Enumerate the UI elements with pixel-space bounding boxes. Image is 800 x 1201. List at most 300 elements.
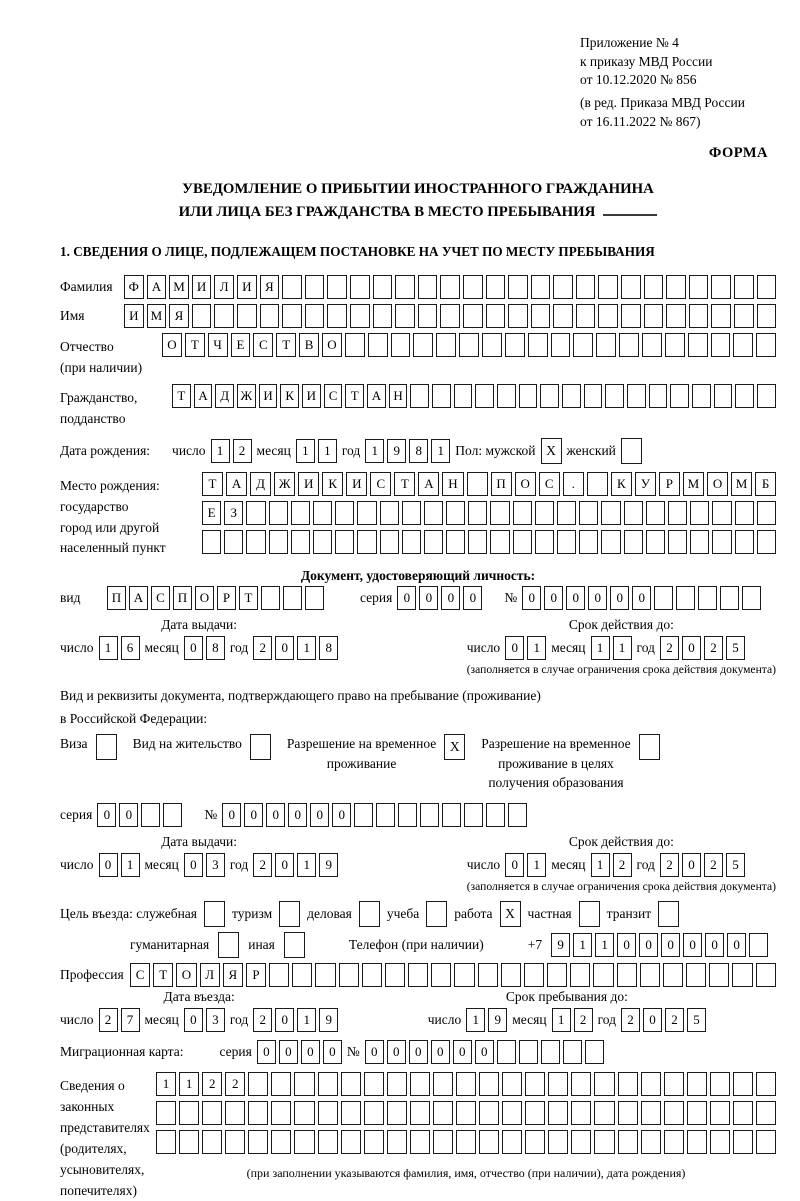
char-cell[interactable]	[598, 275, 618, 299]
char-cell[interactable]	[454, 384, 473, 408]
char-cell[interactable]	[541, 1040, 560, 1064]
char-cell[interactable]: 0	[727, 933, 746, 957]
char-cell[interactable]: 8	[206, 636, 225, 660]
char-cell[interactable]	[734, 275, 754, 299]
char-cell[interactable]: 2	[621, 1008, 640, 1032]
residence-issue-year-cells[interactable]	[253, 853, 338, 877]
char-cell[interactable]: 1	[121, 853, 140, 877]
char-cell[interactable]: У	[635, 472, 656, 496]
char-cell[interactable]: 1	[431, 439, 450, 463]
char-cell[interactable]	[463, 275, 483, 299]
residence-series-cells[interactable]	[97, 803, 182, 827]
char-cell[interactable]: 0	[184, 636, 203, 660]
char-cell[interactable]	[733, 1072, 753, 1096]
char-cell[interactable]: А	[194, 384, 213, 408]
char-cell[interactable]: И	[302, 384, 321, 408]
char-cell[interactable]	[248, 1101, 268, 1125]
char-cell[interactable]	[467, 472, 488, 496]
char-cell[interactable]: 2	[660, 853, 679, 877]
char-cell[interactable]	[525, 1072, 545, 1096]
char-cell[interactable]: 0	[566, 586, 585, 610]
char-cell[interactable]: Д	[250, 472, 271, 496]
char-cell[interactable]: 0	[279, 1040, 298, 1064]
char-cell[interactable]: 2	[225, 1072, 245, 1096]
char-cell[interactable]	[571, 1101, 591, 1125]
char-cell[interactable]	[385, 963, 405, 987]
char-cell[interactable]	[618, 1130, 638, 1154]
sex-female-checkbox[interactable]	[621, 438, 642, 464]
char-cell[interactable]	[598, 304, 618, 328]
char-cell[interactable]	[163, 803, 182, 827]
char-cell[interactable]: М	[147, 304, 167, 328]
char-cell[interactable]: 0	[505, 636, 524, 660]
visa-checkbox[interactable]	[96, 734, 117, 760]
char-cell[interactable]	[757, 530, 776, 554]
char-cell[interactable]: 0	[639, 933, 658, 957]
char-cell[interactable]	[463, 304, 483, 328]
char-cell[interactable]	[479, 1130, 499, 1154]
char-cell[interactable]	[548, 1130, 568, 1154]
char-cell[interactable]: 1	[318, 439, 337, 463]
name-cells[interactable]	[124, 304, 776, 328]
char-cell[interactable]	[237, 304, 257, 328]
char-cell[interactable]	[687, 1101, 707, 1125]
char-cell[interactable]: 7	[121, 1008, 140, 1032]
char-cell[interactable]: 0	[682, 636, 701, 660]
char-cell[interactable]: 0	[184, 1008, 203, 1032]
char-cell[interactable]	[733, 1130, 753, 1154]
char-cell[interactable]	[711, 275, 731, 299]
char-cell[interactable]	[646, 501, 665, 525]
char-cell[interactable]: 0	[301, 1040, 320, 1064]
entry-year-cells[interactable]	[253, 1008, 338, 1032]
char-cell[interactable]	[402, 501, 421, 525]
char-cell[interactable]	[391, 333, 411, 357]
char-cell[interactable]	[464, 803, 483, 827]
char-cell[interactable]	[497, 1040, 516, 1064]
char-cell[interactable]	[179, 1130, 199, 1154]
char-cell[interactable]	[571, 1130, 591, 1154]
char-cell[interactable]	[734, 304, 754, 328]
char-cell[interactable]	[570, 963, 590, 987]
char-cell[interactable]: 2	[202, 1072, 222, 1096]
char-cell[interactable]: .	[563, 472, 584, 496]
char-cell[interactable]: Т	[172, 384, 191, 408]
char-cell[interactable]	[551, 333, 571, 357]
char-cell[interactable]	[335, 530, 354, 554]
char-cell[interactable]	[387, 1101, 407, 1125]
char-cell[interactable]: Р	[659, 472, 680, 496]
char-cell[interactable]	[436, 333, 456, 357]
char-cell[interactable]	[668, 501, 687, 525]
char-cell[interactable]	[676, 586, 695, 610]
char-cell[interactable]: А	[367, 384, 386, 408]
char-cell[interactable]	[376, 803, 395, 827]
char-cell[interactable]: 2	[574, 1008, 593, 1032]
char-cell[interactable]	[294, 1101, 314, 1125]
char-cell[interactable]: 9	[551, 933, 570, 957]
char-cell[interactable]	[454, 963, 474, 987]
char-cell[interactable]	[387, 1130, 407, 1154]
char-cell[interactable]	[756, 1130, 776, 1154]
char-cell[interactable]	[502, 1072, 522, 1096]
char-cell[interactable]	[486, 304, 506, 328]
char-cell[interactable]: В	[299, 333, 319, 357]
representatives-cells-3[interactable]	[156, 1130, 776, 1154]
char-cell[interactable]: Л	[214, 275, 234, 299]
char-cell[interactable]	[664, 1130, 684, 1154]
char-cell[interactable]	[593, 963, 613, 987]
char-cell[interactable]	[641, 1130, 661, 1154]
char-cell[interactable]: 2	[253, 1008, 272, 1032]
purpose-humanitarian-checkbox[interactable]	[218, 932, 239, 958]
char-cell[interactable]: С	[539, 472, 560, 496]
char-cell[interactable]	[617, 963, 637, 987]
char-cell[interactable]: К	[322, 472, 343, 496]
char-cell[interactable]	[553, 304, 573, 328]
char-cell[interactable]	[579, 530, 598, 554]
char-cell[interactable]	[440, 275, 460, 299]
representatives-cells-2[interactable]	[156, 1101, 776, 1125]
char-cell[interactable]: Я	[260, 275, 280, 299]
char-cell[interactable]	[642, 333, 662, 357]
char-cell[interactable]	[341, 1130, 361, 1154]
char-cell[interactable]: Е	[202, 501, 221, 525]
stay-day-cells[interactable]	[466, 1008, 507, 1032]
profession-cells[interactable]	[130, 963, 776, 987]
birthplace-cells-3[interactable]	[202, 530, 776, 554]
char-cell[interactable]: 1	[591, 853, 610, 877]
char-cell[interactable]: Т	[276, 333, 296, 357]
char-cell[interactable]	[601, 501, 620, 525]
char-cell[interactable]	[478, 963, 498, 987]
char-cell[interactable]	[735, 530, 754, 554]
char-cell[interactable]: 1	[156, 1072, 176, 1096]
char-cell[interactable]: О	[515, 472, 536, 496]
char-cell[interactable]	[225, 1130, 245, 1154]
sex-male-checkbox[interactable]: X	[541, 438, 562, 464]
char-cell[interactable]: М	[731, 472, 752, 496]
citizenship-cells[interactable]	[172, 384, 776, 408]
char-cell[interactable]	[486, 275, 506, 299]
char-cell[interactable]	[413, 333, 433, 357]
char-cell[interactable]	[733, 333, 753, 357]
char-cell[interactable]	[456, 1101, 476, 1125]
char-cell[interactable]	[424, 501, 443, 525]
char-cell[interactable]: А	[226, 472, 247, 496]
char-cell[interactable]	[621, 275, 641, 299]
char-cell[interactable]: 3	[206, 853, 225, 877]
char-cell[interactable]	[246, 530, 265, 554]
char-cell[interactable]: Я	[223, 963, 243, 987]
char-cell[interactable]	[261, 586, 280, 610]
char-cell[interactable]: 0	[705, 933, 724, 957]
char-cell[interactable]	[687, 1072, 707, 1096]
char-cell[interactable]: 0	[617, 933, 636, 957]
char-cell[interactable]: Т	[239, 586, 258, 610]
char-cell[interactable]: 5	[726, 853, 745, 877]
char-cell[interactable]	[733, 1101, 753, 1125]
char-cell[interactable]: 2	[99, 1008, 118, 1032]
char-cell[interactable]	[573, 333, 593, 357]
char-cell[interactable]	[757, 384, 776, 408]
char-cell[interactable]: 0	[323, 1040, 342, 1064]
char-cell[interactable]	[313, 501, 332, 525]
patronymic-cells[interactable]	[162, 333, 776, 357]
char-cell[interactable]	[260, 304, 280, 328]
char-cell[interactable]	[395, 304, 415, 328]
char-cell[interactable]	[271, 1101, 291, 1125]
doc-number-cells[interactable]	[522, 586, 761, 610]
char-cell[interactable]	[624, 501, 643, 525]
char-cell[interactable]: И	[346, 472, 367, 496]
char-cell[interactable]	[380, 530, 399, 554]
char-cell[interactable]	[446, 501, 465, 525]
char-cell[interactable]: 8	[319, 636, 338, 660]
char-cell[interactable]	[442, 803, 461, 827]
char-cell[interactable]	[654, 586, 673, 610]
char-cell[interactable]: 1	[297, 853, 316, 877]
char-cell[interactable]	[269, 530, 288, 554]
char-cell[interactable]	[756, 333, 776, 357]
char-cell[interactable]	[202, 1101, 222, 1125]
char-cell[interactable]	[605, 384, 624, 408]
char-cell[interactable]	[508, 304, 528, 328]
char-cell[interactable]	[646, 530, 665, 554]
doc-valid-year-cells[interactable]	[660, 636, 745, 660]
char-cell[interactable]: Ч	[208, 333, 228, 357]
char-cell[interactable]: 0	[397, 586, 416, 610]
char-cell[interactable]	[432, 384, 451, 408]
char-cell[interactable]	[468, 530, 487, 554]
char-cell[interactable]: 2	[613, 853, 632, 877]
char-cell[interactable]: 2	[233, 439, 252, 463]
char-cell[interactable]	[664, 1072, 684, 1096]
char-cell[interactable]	[318, 1130, 338, 1154]
doc-issue-day-cells[interactable]	[99, 636, 140, 660]
char-cell[interactable]: 1	[595, 933, 614, 957]
doc-series-cells[interactable]	[397, 586, 482, 610]
char-cell[interactable]: 0	[387, 1040, 406, 1064]
char-cell[interactable]	[644, 275, 664, 299]
char-cell[interactable]	[576, 275, 596, 299]
char-cell[interactable]: 1	[179, 1072, 199, 1096]
char-cell[interactable]: 0	[643, 1008, 662, 1032]
char-cell[interactable]: 2	[253, 853, 272, 877]
char-cell[interactable]	[402, 530, 421, 554]
char-cell[interactable]	[756, 963, 776, 987]
char-cell[interactable]	[553, 275, 573, 299]
char-cell[interactable]: 0	[409, 1040, 428, 1064]
char-cell[interactable]: О	[707, 472, 728, 496]
char-cell[interactable]	[710, 1130, 730, 1154]
char-cell[interactable]	[433, 1101, 453, 1125]
char-cell[interactable]	[410, 1101, 430, 1125]
char-cell[interactable]: С	[151, 586, 170, 610]
char-cell[interactable]	[627, 384, 646, 408]
char-cell[interactable]	[341, 1101, 361, 1125]
char-cell[interactable]: С	[130, 963, 150, 987]
char-cell[interactable]	[373, 275, 393, 299]
char-cell[interactable]	[294, 1072, 314, 1096]
char-cell[interactable]	[420, 803, 439, 827]
char-cell[interactable]: 9	[387, 439, 406, 463]
char-cell[interactable]	[156, 1101, 176, 1125]
char-cell[interactable]	[664, 1101, 684, 1125]
char-cell[interactable]: 0	[463, 586, 482, 610]
phone-cells[interactable]	[551, 933, 768, 957]
char-cell[interactable]: 9	[319, 853, 338, 877]
char-cell[interactable]	[418, 304, 438, 328]
char-cell[interactable]	[313, 530, 332, 554]
char-cell[interactable]	[294, 1130, 314, 1154]
char-cell[interactable]	[364, 1101, 384, 1125]
char-cell[interactable]: 1	[552, 1008, 571, 1032]
char-cell[interactable]	[668, 530, 687, 554]
char-cell[interactable]: С	[324, 384, 343, 408]
char-cell[interactable]: А	[129, 586, 148, 610]
char-cell[interactable]	[621, 304, 641, 328]
char-cell[interactable]	[269, 963, 289, 987]
doc-issue-year-cells[interactable]	[253, 636, 338, 660]
char-cell[interactable]: 0	[431, 1040, 450, 1064]
residence-permit-checkbox[interactable]	[250, 734, 271, 760]
char-cell[interactable]	[282, 304, 302, 328]
char-cell[interactable]	[756, 1072, 776, 1096]
char-cell[interactable]: О	[162, 333, 182, 357]
char-cell[interactable]	[505, 333, 525, 357]
char-cell[interactable]	[519, 384, 538, 408]
char-cell[interactable]	[690, 501, 709, 525]
char-cell[interactable]: К	[611, 472, 632, 496]
char-cell[interactable]	[712, 501, 731, 525]
char-cell[interactable]	[248, 1072, 268, 1096]
entry-month-cells[interactable]	[184, 1008, 225, 1032]
char-cell[interactable]: 2	[665, 1008, 684, 1032]
char-cell[interactable]: Н	[389, 384, 408, 408]
char-cell[interactable]: К	[280, 384, 299, 408]
char-cell[interactable]: 1	[613, 636, 632, 660]
char-cell[interactable]: И	[124, 304, 144, 328]
char-cell[interactable]	[749, 933, 768, 957]
char-cell[interactable]	[318, 1101, 338, 1125]
char-cell[interactable]: 2	[253, 636, 272, 660]
char-cell[interactable]	[291, 530, 310, 554]
char-cell[interactable]: Т	[345, 384, 364, 408]
char-cell[interactable]: 1	[365, 439, 384, 463]
birthplace-cells-1[interactable]	[202, 472, 776, 496]
char-cell[interactable]: 1	[99, 636, 118, 660]
char-cell[interactable]	[618, 1101, 638, 1125]
char-cell[interactable]	[531, 275, 551, 299]
char-cell[interactable]	[710, 1072, 730, 1096]
purpose-work-checkbox[interactable]: X	[500, 901, 521, 927]
char-cell[interactable]	[339, 963, 359, 987]
char-cell[interactable]	[585, 1040, 604, 1064]
char-cell[interactable]: Т	[202, 472, 223, 496]
char-cell[interactable]	[528, 333, 548, 357]
char-cell[interactable]	[596, 333, 616, 357]
char-cell[interactable]: О	[176, 963, 196, 987]
char-cell[interactable]: Р	[246, 963, 266, 987]
char-cell[interactable]	[486, 803, 505, 827]
char-cell[interactable]	[571, 1072, 591, 1096]
char-cell[interactable]	[424, 530, 443, 554]
char-cell[interactable]	[248, 1130, 268, 1154]
char-cell[interactable]	[408, 963, 428, 987]
purpose-official-checkbox[interactable]	[204, 901, 225, 927]
char-cell[interactable]	[624, 530, 643, 554]
char-cell[interactable]: 0	[419, 586, 438, 610]
residence-number-cells[interactable]	[222, 803, 527, 827]
char-cell[interactable]	[141, 803, 160, 827]
temp-residence-education-checkbox[interactable]	[639, 734, 660, 760]
birthdate-year-cells[interactable]	[365, 439, 450, 463]
char-cell[interactable]: 0	[683, 933, 702, 957]
char-cell[interactable]: 1	[296, 439, 315, 463]
char-cell[interactable]	[641, 1072, 661, 1096]
char-cell[interactable]: 1	[297, 636, 316, 660]
char-cell[interactable]	[315, 963, 335, 987]
char-cell[interactable]	[757, 275, 777, 299]
char-cell[interactable]	[341, 1072, 361, 1096]
char-cell[interactable]	[446, 530, 465, 554]
char-cell[interactable]: 0	[588, 586, 607, 610]
char-cell[interactable]: Л	[200, 963, 220, 987]
char-cell[interactable]	[357, 530, 376, 554]
char-cell[interactable]	[224, 530, 243, 554]
char-cell[interactable]: 0	[365, 1040, 384, 1064]
char-cell[interactable]	[283, 586, 302, 610]
char-cell[interactable]	[380, 501, 399, 525]
char-cell[interactable]	[214, 304, 234, 328]
char-cell[interactable]: И	[298, 472, 319, 496]
char-cell[interactable]	[271, 1072, 291, 1096]
char-cell[interactable]	[246, 501, 265, 525]
char-cell[interactable]	[433, 1130, 453, 1154]
char-cell[interactable]	[502, 1101, 522, 1125]
residence-issue-day-cells[interactable]	[99, 853, 140, 877]
char-cell[interactable]	[354, 803, 373, 827]
char-cell[interactable]	[156, 1130, 176, 1154]
char-cell[interactable]	[202, 1130, 222, 1154]
purpose-private-checkbox[interactable]	[579, 901, 600, 927]
char-cell[interactable]: Т	[394, 472, 415, 496]
char-cell[interactable]	[665, 333, 685, 357]
surname-cells[interactable]	[124, 275, 776, 299]
purpose-study-checkbox[interactable]	[426, 901, 447, 927]
char-cell[interactable]	[649, 384, 668, 408]
purpose-transit-checkbox[interactable]	[658, 901, 679, 927]
purpose-tourism-checkbox[interactable]	[279, 901, 300, 927]
char-cell[interactable]	[594, 1130, 614, 1154]
char-cell[interactable]	[282, 275, 302, 299]
char-cell[interactable]: И	[237, 275, 257, 299]
char-cell[interactable]: 9	[319, 1008, 338, 1032]
char-cell[interactable]	[345, 333, 365, 357]
char-cell[interactable]: 0	[441, 586, 460, 610]
char-cell[interactable]: 9	[488, 1008, 507, 1032]
char-cell[interactable]	[618, 1072, 638, 1096]
char-cell[interactable]: Д	[215, 384, 234, 408]
char-cell[interactable]	[670, 384, 689, 408]
char-cell[interactable]: 0	[544, 586, 563, 610]
char-cell[interactable]	[641, 1101, 661, 1125]
char-cell[interactable]	[525, 1130, 545, 1154]
char-cell[interactable]	[619, 333, 639, 357]
char-cell[interactable]	[501, 963, 521, 987]
char-cell[interactable]	[335, 501, 354, 525]
